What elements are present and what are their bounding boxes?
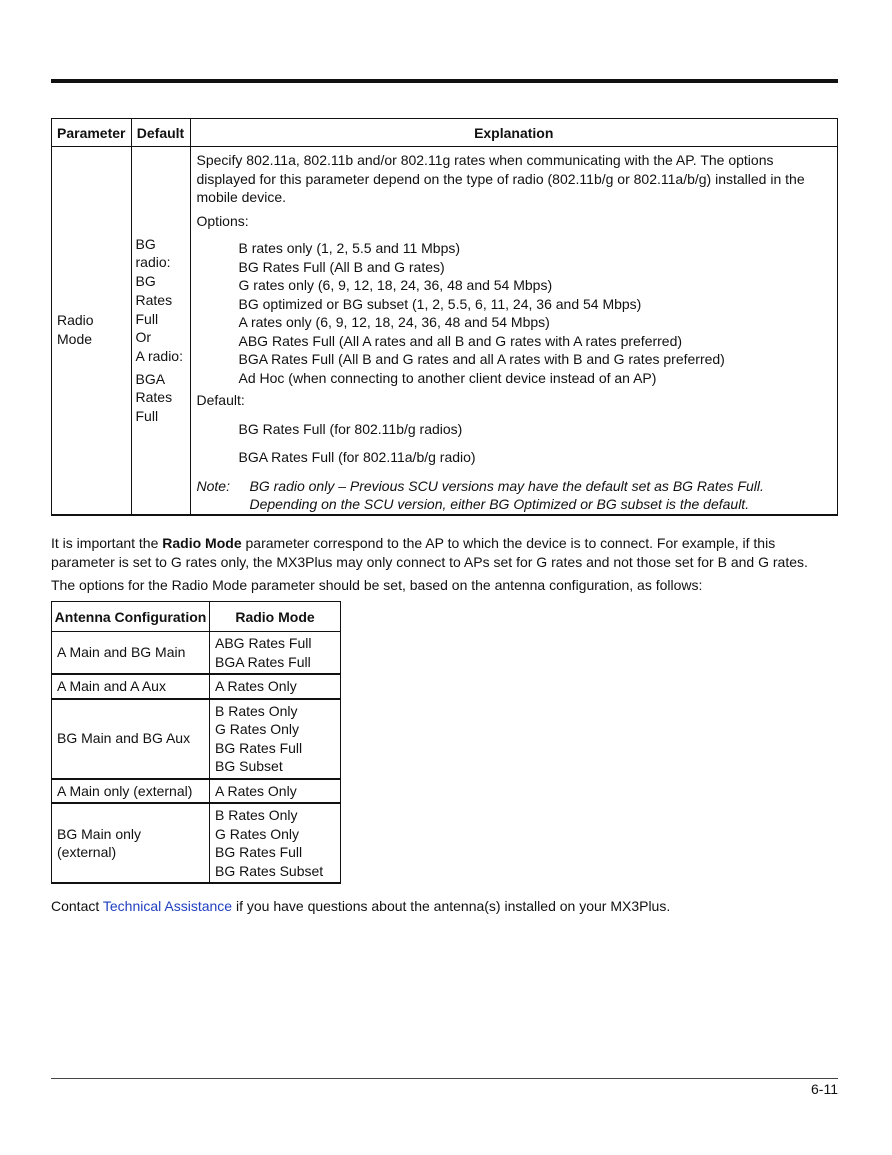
table-row (52, 803, 341, 883)
radio-mode-value: BG Rates Subset (215, 862, 324, 879)
options-label: Options: (196, 212, 249, 229)
radio-mode-value: BGA Rates Full (215, 653, 311, 670)
antenna-table (51, 601, 341, 884)
radio-mode-value: B Rates Only (215, 702, 298, 719)
default-line: BGA (135, 370, 166, 387)
default-line: A radio: (135, 347, 183, 364)
default-line: BG (135, 273, 156, 290)
default-item: BG Rates Full (for 802.11b/g radios) (238, 420, 463, 437)
header-default: Default (131, 119, 190, 147)
contact-paragraph (51, 897, 841, 916)
radio-mode-cell (210, 699, 341, 779)
default-line: Or (135, 329, 152, 346)
note-line (197, 477, 832, 496)
radio-mode-row (52, 147, 838, 515)
explanation-intro: Specify 802.11a, 802.11b and/or 802.11g rates when communicating with the AP. The options displayed for this parameter depend on the type of radio (802.11b/g or 802.11a/b/g) installed in the mobile device. (196, 152, 805, 205)
antenna-config-cell: A Main and A Aux (52, 674, 210, 699)
parameter-line: Radio (57, 312, 94, 329)
explanation-cell (190, 147, 838, 515)
default-item: BGA Rates Full (for 802.11a/b/g radio) (238, 449, 476, 465)
parameter-table (51, 118, 838, 516)
option-item: BGA Rates Full (All B and G rates and all A rates with B and G rates preferred) (238, 351, 725, 367)
radio-mode-cell (210, 779, 341, 804)
page-number: 6-11 (811, 1081, 838, 1097)
radio-mode-cell (210, 674, 341, 699)
header-rule (51, 79, 838, 83)
radio-mode-paragraph (51, 534, 841, 572)
option-item: Ad Hoc (when connecting to another client device instead of an AP) (238, 369, 657, 386)
note-line: Depending on the SCU version, either BG Optimized or BG subset is the default. (249, 496, 750, 512)
antenna-config-cell: BG Main only (external) (52, 803, 210, 883)
table-row (52, 632, 341, 675)
note-text: BG radio only – Previous SCU versions may have the default set as BG Rates Full. (249, 477, 764, 494)
option-item: B rates only (1, 2, 5.5 and 11 Mbps) (238, 240, 461, 256)
radio-mode-value: G Rates Only (215, 825, 300, 842)
parameter-line: Mode (57, 331, 93, 348)
table-row (52, 779, 341, 804)
radio-mode-value: A Rates Only (215, 782, 297, 799)
para-text: parameter correspond to the AP to which the device is to connect. For example, if this parameter is set to G rates only, the MX3Plus may only connect to APs set for G rates and not those set for B and G rates. (51, 535, 808, 570)
default-line: Rates (135, 389, 173, 406)
radio-mode-value: ABG Rates Full (215, 635, 312, 651)
antenna-config-cell: A Main only (external) (52, 779, 210, 804)
footer-rule (51, 1078, 838, 1079)
option-item: G rates only (6, 9, 12, 18, 24, 36, 48 and 54 Mbps) (238, 277, 553, 293)
para-bold: Radio Mode (162, 535, 242, 551)
options-list (197, 239, 832, 387)
technical-assistance-link[interactable]: Technical Assistance (102, 898, 233, 914)
parameter-table-header (52, 119, 838, 147)
options-paragraph: The options for the Radio Mode parameter should be set, based on the antenna configuration, as follows: (51, 577, 703, 593)
default-label: Default: (196, 392, 245, 408)
option-item: BG optimized or BG subset (1, 2, 5.5, 6, 11, 24, 36 and 54 Mbps) (238, 295, 642, 312)
radio-mode-value: B Rates Only (215, 807, 298, 823)
default-line: Full (135, 408, 159, 425)
radio-mode-value: BG Rates Full (215, 739, 303, 756)
default-line: Rates (135, 291, 173, 308)
radio-mode-cell (210, 803, 341, 883)
radio-mode-value: G Rates Only (215, 721, 300, 737)
antenna-config-cell: A Main and BG Main (52, 632, 210, 675)
option-item: ABG Rates Full (All A rates and all B and G rates with A rates preferred) (238, 332, 683, 349)
option-item: BG Rates Full (All B and G rates) (238, 258, 445, 275)
default-line: Full (135, 310, 159, 327)
para-text: Contact (51, 898, 103, 914)
header-radio-mode: Radio Mode (210, 602, 341, 632)
antenna-table-header (52, 602, 341, 632)
option-item: A rates only (6, 9, 12, 18, 24, 36, 48 and 54 Mbps) (238, 314, 550, 330)
radio-mode-value: A Rates Only (215, 678, 297, 694)
para-text: if you have questions about the antenna(s) installed on your MX3Plus. (232, 898, 671, 914)
header-explanation: Explanation (190, 119, 838, 147)
parameter-cell (52, 147, 132, 515)
table-row (52, 699, 341, 779)
default-cell (131, 147, 190, 515)
table-row (52, 674, 341, 699)
note (197, 477, 832, 514)
radio-mode-value: BG Subset (215, 758, 283, 774)
para-text: It is important the (51, 535, 163, 551)
default-line: radio: (135, 254, 171, 271)
radio-mode-value: BG Rates Full (215, 844, 303, 860)
header-parameter: Parameter (52, 119, 132, 147)
default-line: BG (135, 235, 156, 252)
antenna-config-cell: BG Main and BG Aux (52, 699, 210, 779)
header-antenna-configuration: Antenna Configuration (52, 602, 210, 632)
radio-mode-cell (210, 632, 341, 675)
note-label: Note: (196, 477, 230, 494)
